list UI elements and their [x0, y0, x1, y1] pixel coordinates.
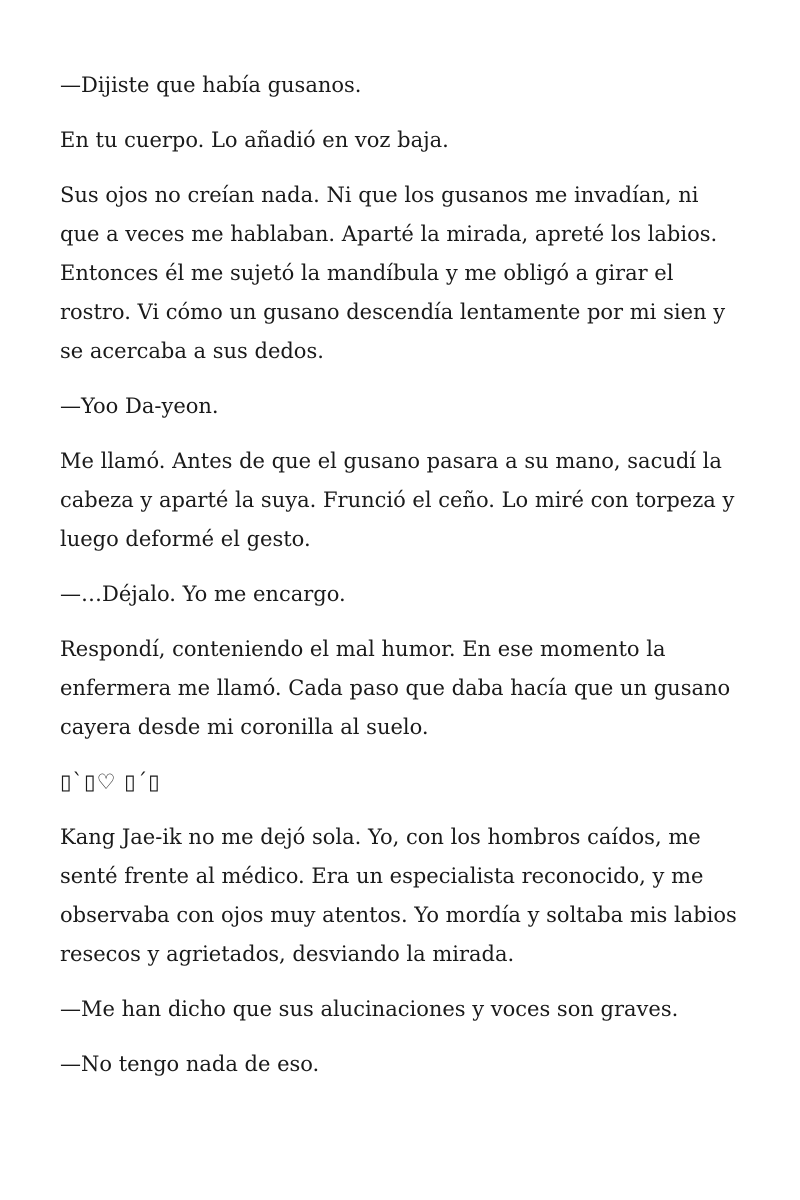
paragraph: Respondí, conteniendo el mal humor. En ese momento la enfermera me llamó. Cada paso que daba hacía que un gusano cayera desde mi coronilla al suelo.	[60, 637, 731, 739]
paragraph: —Yoo Da-yeon.	[60, 394, 219, 418]
paragraph: Me llamó. Antes de que el gusano pasara a su mano, sacudí la cabeza y aparté la suya. Frunció el ceño. Lo miré con torpeza y luego deformé el gesto.	[60, 449, 735, 551]
paragraph: En tu cuerpo. Lo añadió en voz baja.	[60, 128, 449, 152]
paragraph: —No tengo nada de eso.	[60, 1052, 320, 1076]
paragraph: —…Déjalo. Yo me encargo.	[60, 582, 346, 606]
scene-break: ▯`▯♡ ▯´▯	[60, 770, 161, 794]
paragraph: Kang Jae-ik no me dejó sola. Yo, con los hombros caídos, me senté frente al médico. Era un especialista reconocido, y me observaba con ojos muy atentos. Yo mordía y soltaba mis labios resecos y agrietados, desviando la mirada.	[60, 825, 737, 966]
paragraph: Sus ojos no creían nada. Ni que los gusanos me invadían, ni que a veces me hablaban. Aparté la mirada, apreté los labios. Entonces él me sujetó la mandíbula y me obligó a girar el rostro. Vi cómo un gusano descendía lentamente por mi sien y se acercaba a sus dedos.	[60, 183, 726, 363]
paragraph: —Dijiste que había gusanos.	[60, 73, 362, 97]
paragraph: —Me han dicho que sus alucinaciones y voces son graves.	[60, 997, 679, 1021]
